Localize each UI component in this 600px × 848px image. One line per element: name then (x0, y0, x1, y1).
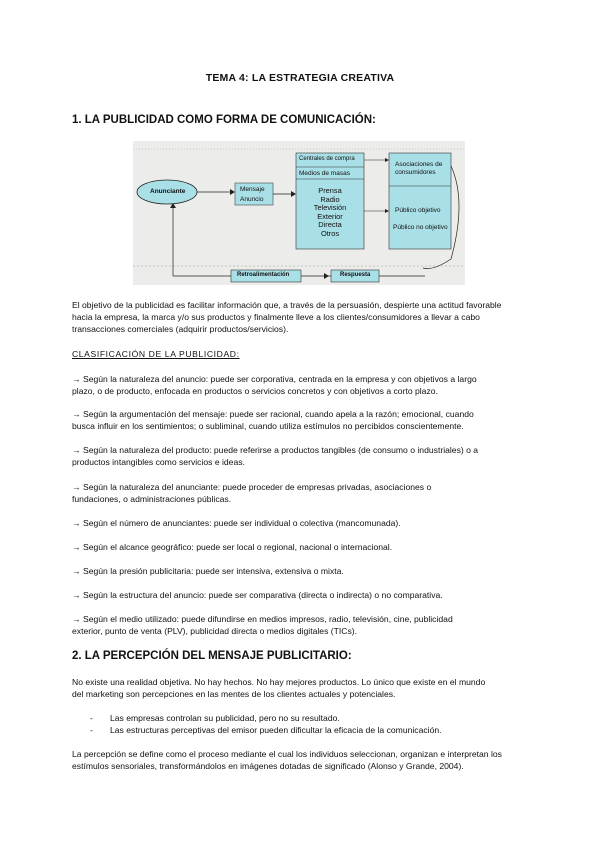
classification-item: → Según la naturaleza del anunciante: puede proceder de empresas privadas, asociaciones o fundaciones, o administraciones públicas. (72, 482, 432, 504)
classification-item: → Según el medio utilizado: puede difundirse en medios impresos, radio, televisión, cine, publicidad exterior, punto de venta (PLV), publicidad directa o medios digitales (TICs). (72, 614, 453, 636)
centrales-label: Centrales de compra (299, 156, 355, 162)
classification-item: → Según la estructura del anuncio: puede ser comparativa (directa o indirecta) o no comparativa. (72, 590, 443, 600)
classification-heading: CLASIFICACIÓN DE LA PUBLICIDAD: (72, 349, 240, 359)
anunciante-label: Anunciante (150, 188, 186, 195)
classification-item: → Según la argumentación del mensaje: puede ser racional, cuando apela a la razón; emocional, cuando busca influir en los sentimientos; o subliminal, cuando utiliza estímulos no percibidos conscientemente. (72, 409, 474, 431)
medios-label: Medios de masas (299, 170, 350, 177)
classification-item: → Según el alcance geográfico: puede ser local o regional, nacional o internacional. (72, 542, 393, 552)
anuncio-label: Anuncio (240, 196, 264, 203)
classification-item: → Según el número de anunciantes: puede ser individual o colectiva (mancomunada). (72, 518, 401, 528)
asociaciones-label: Asociaciones de consumidores (395, 161, 443, 176)
publico-objetivo-label: Público objetivo (395, 207, 441, 214)
section-2-paragraph: No existe una realidad objetiva. No hay hechos. No hay mejores productos. Lo único que existe en el mundo del marketing son percepciones en las mentes de los clientes actuales y potenciales. (72, 677, 486, 699)
bullet-dash: - (90, 713, 93, 723)
list-item: - Las empresas controlan su publicidad, pero no su resultado. (90, 713, 340, 723)
communication-diagram (133, 141, 465, 285)
section-1-heading: 1. LA PUBLICIDAD COMO FORMA DE COMUNICACIÓN: (72, 114, 376, 126)
section-2-heading: 2. LA PERCEPCIÓN DEL MENSAJE PUBLICITARIO: (72, 650, 352, 662)
list-item: - Las estructuras perceptivas del emisor pueden dificultar la eficacia de la comunicación. (90, 725, 442, 735)
classification-item: → Según la naturaleza del producto: puede referirse a productos tangibles (de consumo o industriales) o a productos intangibles como servicios e ideas. (72, 445, 479, 467)
mensaje-label: Mensaje (240, 186, 265, 193)
page-title: TEMA 4: LA ESTRATEGIA CREATIVA (205, 72, 395, 84)
intro-paragraph: El objetivo de la publicidad es facilitar información que, a través de la persuasión, despierte una actitud favorable hacia la empresa, la marca y/o sus productos y finalmente lleve a los clientes/consumidores a llevar a cabo transacciones comerciales (adquirir productos/servicios). (72, 300, 502, 334)
bullet-dash: - (90, 725, 93, 735)
media-list: Prensa Radio Televisión Exterior Directa Otros (313, 186, 347, 238)
definition-paragraph: La percepción se define como el proceso mediante el cual los individuos seleccionan, organizan e interpretan los estímulos sensoriales, transformándolos en imágenes dotadas de significado (Alonso y Grande, 2004). (72, 749, 502, 771)
publico-no-objetivo-label: Público no objetivo (393, 224, 448, 231)
retroalimentacion-label: Retroalimentación (237, 272, 290, 278)
classification-item: → Según la presión publicitaria: puede ser intensiva, extensiva o mixta. (72, 566, 344, 576)
respuesta-label: Respuesta (340, 272, 371, 278)
classification-item: → Según la naturaleza del anuncio: puede ser corporativa, centrada en la empresa y con objetivos a largo plazo, o de producto, enfocada en productos o servicios concretos y con objetivos a corto plazo. (72, 374, 477, 396)
